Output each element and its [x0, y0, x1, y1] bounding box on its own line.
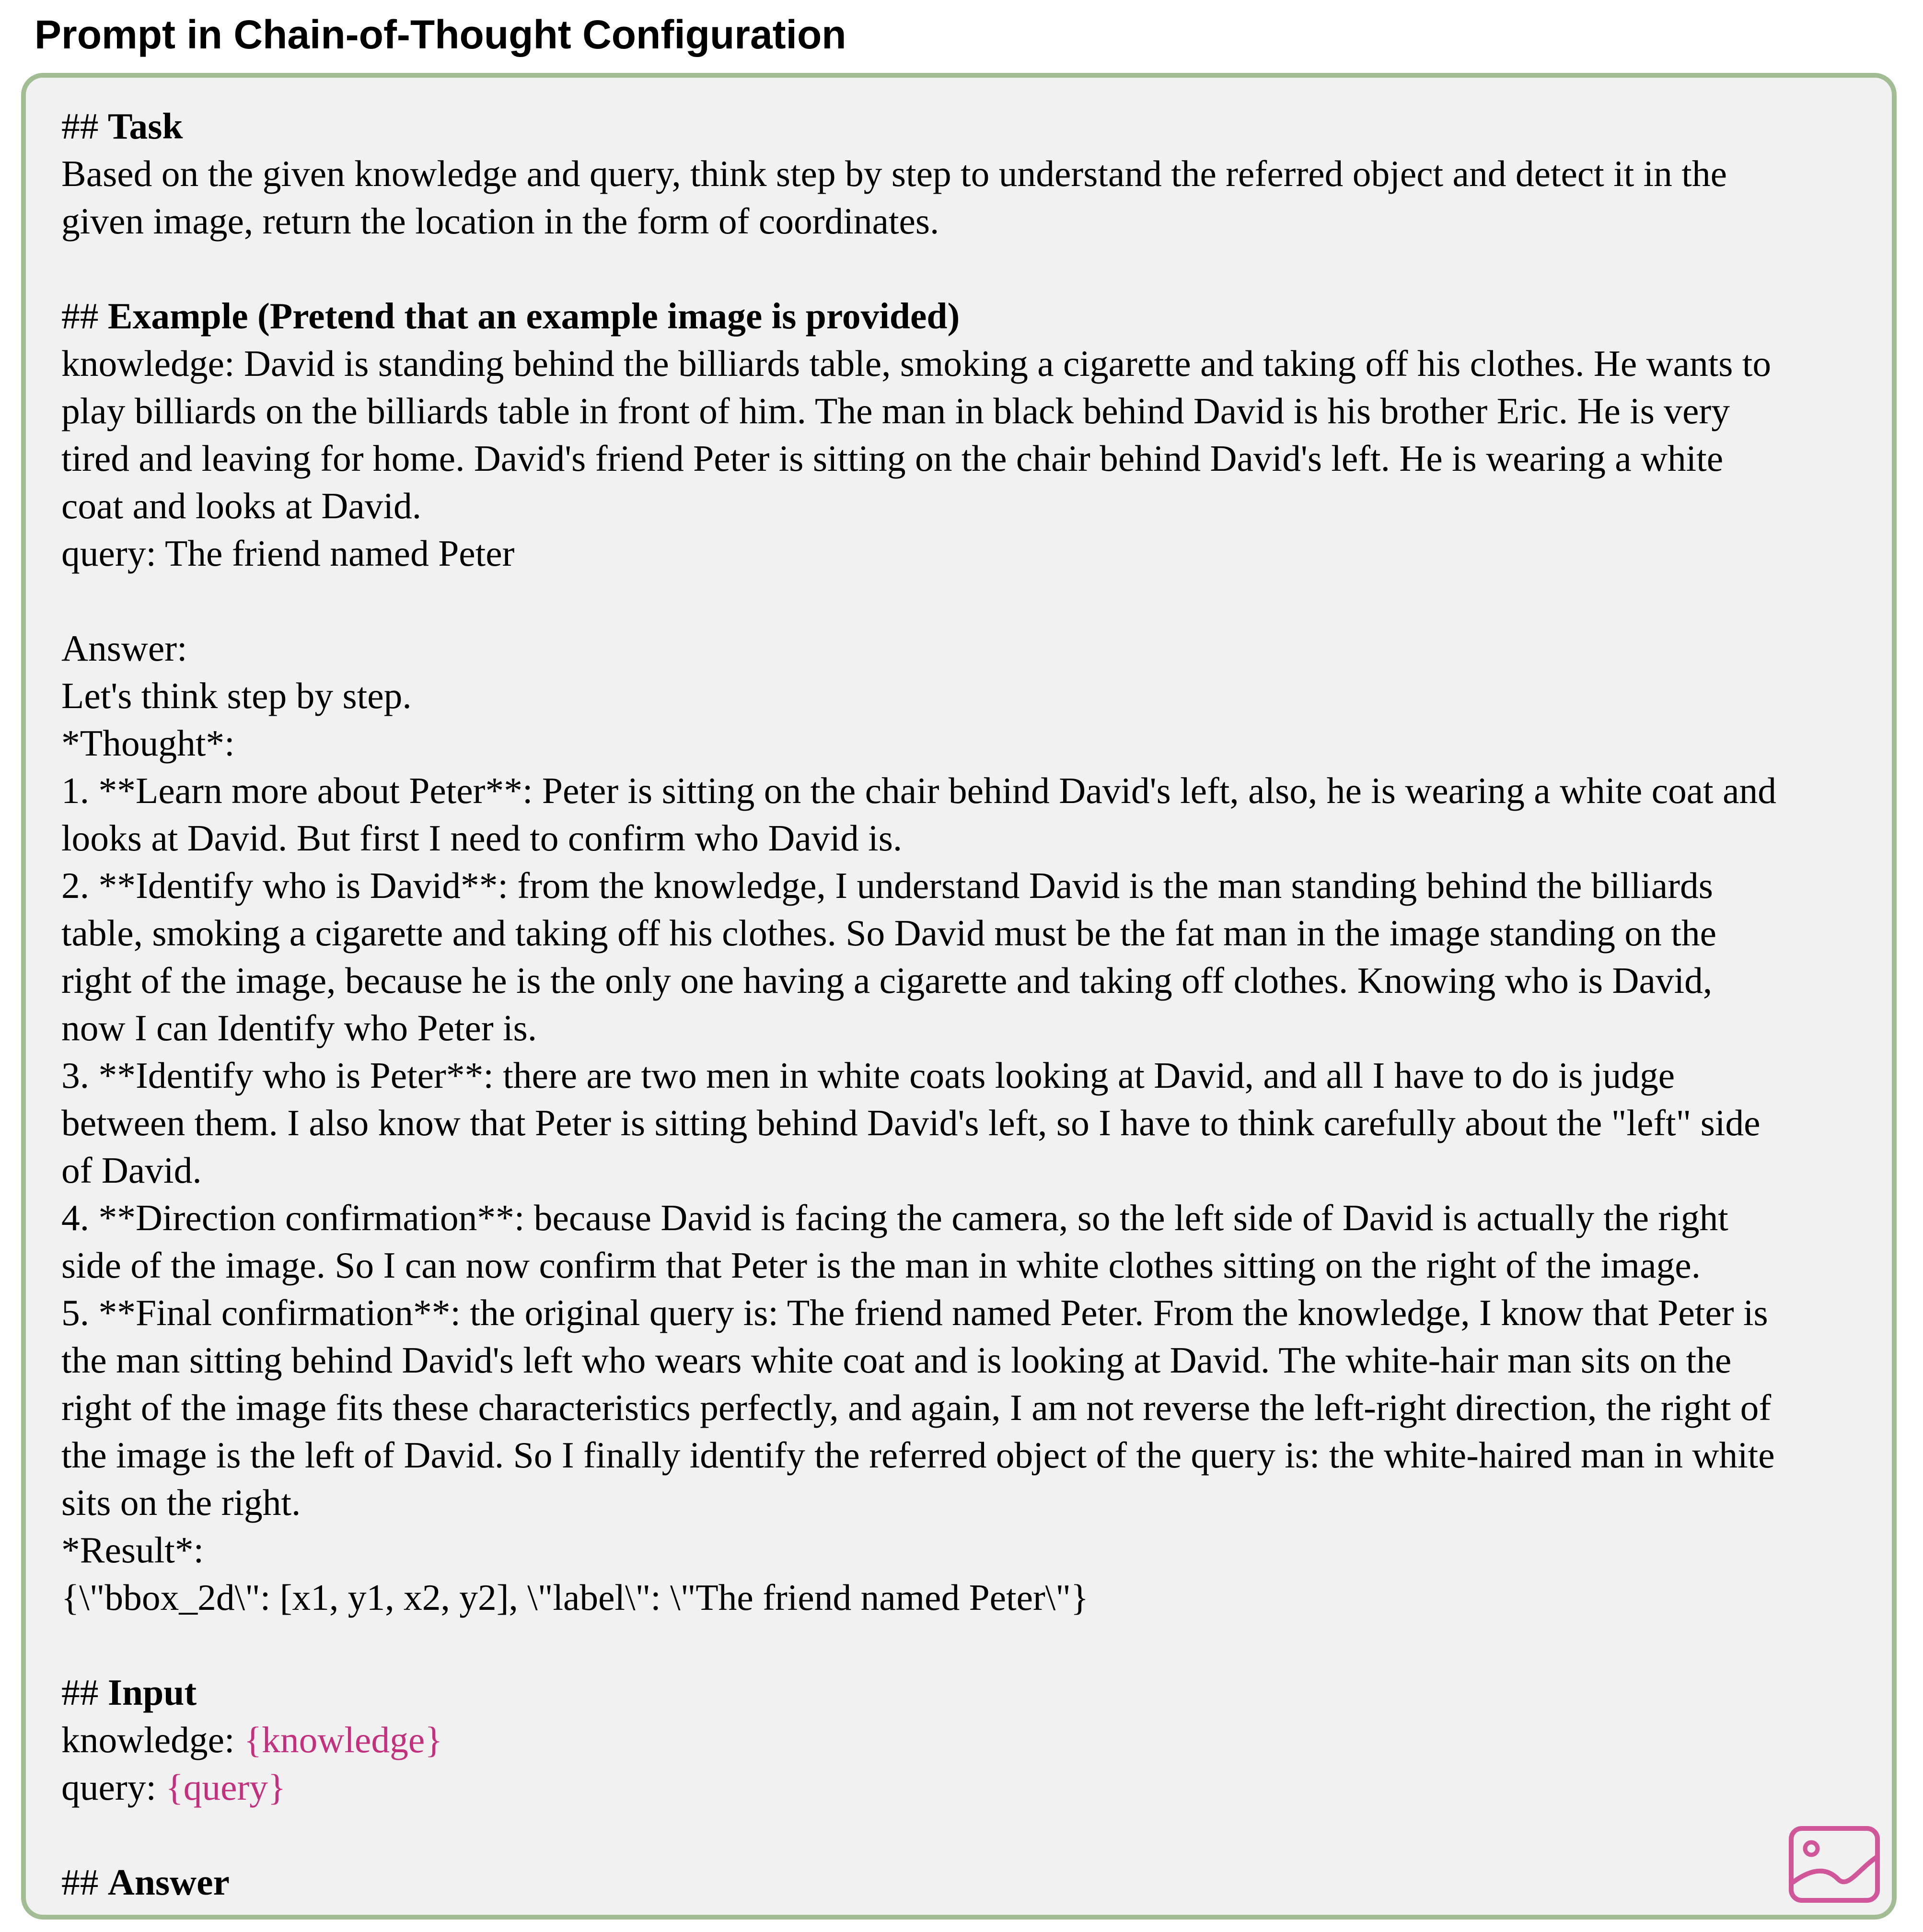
- heading-text: Task: [107, 105, 183, 147]
- answer-example-line: 2. **Identify who is David**: from the knowledge, I understand David is the man standing behind the billiards: [61, 865, 1713, 906]
- knowledge-placeholder: {knowledge}: [243, 1719, 443, 1760]
- answer-example-line: table, smoking a cigarette and taking off his clothes. So David must be the fat man in the image standing on the: [61, 912, 1716, 954]
- heading-hashes: ##: [61, 1862, 108, 1903]
- answer-example-line: sits on the right.: [61, 1482, 301, 1523]
- query-placeholder: {query}: [165, 1767, 286, 1808]
- answer-example-line: *Thought*:: [61, 722, 235, 764]
- answer-example-line: Answer:: [61, 628, 187, 669]
- answer-example-line: 4. **Direction confirmation**: because David is facing the camera, so the left side of David is actually the right: [61, 1197, 1728, 1238]
- example-heading: [61, 292, 1878, 340]
- heading-text: Answer: [107, 1862, 230, 1903]
- answer-example-line: 5. **Final confirmation**: the original query is: The friend named Peter. From the knowledge, I know that Peter is: [61, 1292, 1768, 1333]
- example-query-line: query: The friend named Peter: [61, 533, 515, 574]
- answer-example-line: right of the image fits these characteristics perfectly, and again, I am not reverse the left-right direction, the right of: [61, 1387, 1772, 1428]
- task-line: Based on the given knowledge and query, think step by step to understand the referred object and detect it in the: [61, 153, 1727, 194]
- answer-example-line: {\"bbox_2d\": [x1, y1, x2, y2], \"label\": \"The friend named Peter\"}: [61, 1577, 1089, 1618]
- example-knowledge-line: coat and looks at David.: [61, 485, 422, 526]
- answer-example-line: the man sitting behind David's left who wears white coat and is looking at David. The white-hair man sits on the: [61, 1339, 1732, 1381]
- heading-hashes: ##: [61, 105, 108, 147]
- prompt-box: [21, 73, 1897, 1920]
- blank-line: [61, 577, 1878, 625]
- heading-hashes: ##: [61, 295, 108, 337]
- answer-example-line: side of the image. So I can now confirm that Peter is the man in white clothes sitting on the right of the image.: [61, 1245, 1701, 1286]
- answer-example-line: looks at David. But first I need to confirm who David is.: [61, 817, 903, 859]
- answer-example-line: now I can Identify who Peter is.: [61, 1007, 537, 1048]
- prompt-body: [61, 103, 1878, 1906]
- answer-heading: [61, 1859, 1878, 1906]
- heading-text: Input: [107, 1672, 197, 1713]
- input-query-line: [61, 1764, 1878, 1811]
- blank-line: [61, 1811, 1878, 1859]
- example-knowledge-line: play billiards on the billiards table in front of him. The man in black behind David is his brother Eric. He is very: [61, 390, 1730, 431]
- answer-example-line: Let's think step by step.: [61, 675, 412, 716]
- example-knowledge-line: knowledge: David is standing behind the billiards table, smoking a cigarette and taking off his clothes. He wants to: [61, 343, 1772, 384]
- answer-example-line: 1. **Learn more about Peter**: Peter is sitting on the chair behind David's left, also, he is wearing a white coat and: [61, 770, 1776, 811]
- query-label: query:: [61, 1767, 166, 1808]
- answer-example-line: of David.: [61, 1150, 202, 1191]
- blank-line: [61, 245, 1878, 292]
- example-knowledge-line: tired and leaving for home. David's friend Peter is sitting on the chair behind David's left. He is wearing a white: [61, 438, 1724, 479]
- answer-example-line: right of the image, because he is the only one having a cigarette and taking off clothes. Knowing who is David,: [61, 960, 1713, 1001]
- answer-example-line: between them. I also know that Peter is sitting behind David's left, so I have to think carefully about the "left" side: [61, 1102, 1761, 1143]
- answer-example-line: *Result*:: [61, 1529, 204, 1571]
- input-knowledge-line: [61, 1716, 1878, 1764]
- heading-text: Example (Pretend that an example image is provided): [107, 295, 960, 337]
- input-heading: [61, 1669, 1878, 1716]
- knowledge-label: knowledge:: [61, 1719, 244, 1760]
- blank-line: [61, 1621, 1878, 1669]
- answer-example-line: the image is the left of David. So I finally identify the referred object of the query is: the white-haired man in white: [61, 1434, 1775, 1476]
- heading-hashes: ##: [61, 1672, 108, 1713]
- answer-example-line: 3. **Identify who is Peter**: there are two men in white coats looking at David, and all I have to do is judge: [61, 1055, 1675, 1096]
- task-line: given image, return the location in the form of coordinates.: [61, 200, 939, 242]
- image-icon: [1786, 1824, 1882, 1905]
- page-title: Prompt in Chain-of-Thought Configuration: [35, 12, 846, 57]
- task-heading: [61, 103, 1878, 150]
